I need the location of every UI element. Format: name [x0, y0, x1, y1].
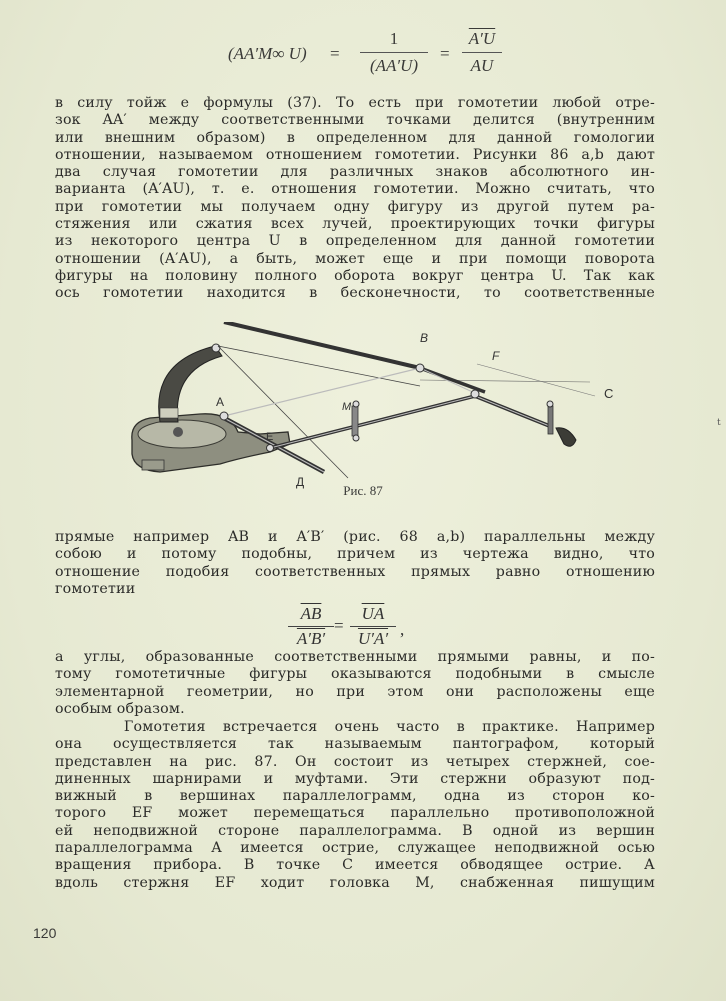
label-C: C — [604, 386, 614, 401]
text-line: прямые например AB и A′B′ (рис. 68 a,b) параллельны между — [55, 529, 655, 545]
formula-equals: = — [330, 44, 340, 63]
text-line: особым образом. — [55, 700, 185, 717]
label-M: M — [342, 401, 352, 413]
formula-fraction-2 — [350, 604, 396, 649]
fraction-bar — [350, 626, 396, 627]
text-line: отношении (A′AU), а быть, может еще и при помощи поворота — [55, 250, 655, 267]
fraction-numerator: A′U — [468, 29, 496, 48]
fraction-bar — [360, 52, 428, 53]
formula-homothety-ratio — [228, 28, 508, 86]
text-line: параллелограмма A имеется острие, служащее неподвижной осью — [55, 840, 655, 857]
paragraph-angles — [55, 649, 655, 718]
text-line: варианта (A′AU), т. е. отношения гомотетии. Можно считать, что — [55, 181, 655, 198]
text-line: она осуществляется так называемым пантографом, который — [55, 736, 655, 753]
fraction-denominator: A′B′ — [296, 629, 326, 648]
label-D: Д — [296, 475, 305, 489]
text-line: два случая гомотетии для различных знаков абсолютного ин- — [55, 164, 655, 181]
text-line: гомотетии — [55, 580, 136, 597]
text-line: собою и потому подобны, причем из чертежа видно, что — [55, 546, 655, 563]
text-line: ось гомотетии находится в бесконечности, то соответственные — [55, 285, 655, 302]
fraction-numerator: 1 — [389, 29, 399, 48]
text-line: тому гомотетичные фигуры оказываются подобными в смысле — [55, 666, 655, 683]
formula-similarity-ratio — [288, 604, 438, 652]
text-line: а углы, образованные соответственными прямыми равны, и по- — [55, 649, 655, 665]
paragraph-pantograph — [55, 719, 655, 892]
label-A: A — [216, 395, 225, 409]
text-line: вижный в вершинах параллелограмм, одна из сторон ко- — [55, 788, 655, 805]
label-F: F — [492, 349, 500, 363]
label-B: B — [420, 331, 429, 345]
paragraph-homothety-definition — [55, 95, 655, 303]
text-line: зок AA′ между соответственными точками делится (внутренним — [55, 112, 655, 129]
margin-mark: t — [717, 418, 721, 428]
text-line: вдоль стержня EF ходит головка M, снабженная пишущим — [55, 874, 655, 891]
formula-lhs: (AA′M∞ U) — [228, 44, 307, 63]
formula-fraction-2 — [462, 28, 502, 77]
page-number: 120 — [33, 925, 57, 941]
formula-equals: = — [334, 616, 344, 635]
fraction-numerator: $\overline{AB}$ — [300, 604, 322, 623]
text-line: из некоторого центра U в определенном для данной гомотетии — [55, 233, 655, 250]
fraction-bar — [462, 52, 502, 53]
paragraph-parallel-lines — [55, 529, 655, 598]
fraction-denominator: U′A′ — [357, 629, 389, 648]
text-line: или внешним образом) в определенном для данной гомологии — [55, 129, 655, 146]
text-line: отношении, называемом отношением гомотетии. Рисунки 86 a,b дают — [55, 146, 655, 163]
formula-equals: = — [440, 44, 450, 63]
text-line: фигуры на половину полного оборота вокруг центра U. Так как — [55, 267, 655, 284]
text-line: стяжения или сжатия всех лучей, проектирующих точки фигуры — [55, 216, 655, 233]
figure-caption: Рис. 87 — [343, 483, 383, 498]
fraction-numerator: $\overline{UA}$ — [361, 604, 385, 623]
fraction-denominator: AU — [470, 56, 494, 75]
text-line: Гомотетия встречается очень часто в практике. Например — [55, 719, 655, 735]
formula-fraction-1 — [360, 28, 428, 77]
text-line: представлен на рис. 87. Он состоит из четырех стержней, сое- — [55, 753, 655, 770]
text-line: в силу тойж е формулы (37). То есть при гомотетии любой отре- — [55, 95, 655, 111]
text-line: диненных шарнирами и муфтами. Эти стержни образуют под- — [55, 770, 655, 787]
label-E: E — [266, 431, 274, 443]
fraction-denominator: (AA′U) — [369, 56, 419, 75]
text-line: элементарной геометрии, но при этом они расположены еще — [55, 683, 655, 700]
fraction-bar — [288, 626, 334, 627]
pantograph-illustration — [120, 322, 640, 500]
formula-comma: , — [400, 620, 405, 639]
text-line: при гомотетии мы получаем одну фигуру из другой путем ра- — [55, 198, 655, 215]
text-line: ей неподвижной стороне параллелограмма. В одной из вершин — [55, 822, 655, 839]
text-line: вращения прибора. В точке C имеется обводящее острие. А — [55, 857, 655, 874]
text-line: торого EF может перемещаться параллельно противоположной — [55, 805, 655, 822]
formula-fraction-1 — [288, 604, 334, 649]
text-line: отношение подобия соответственных прямых равно отношению — [55, 563, 655, 580]
